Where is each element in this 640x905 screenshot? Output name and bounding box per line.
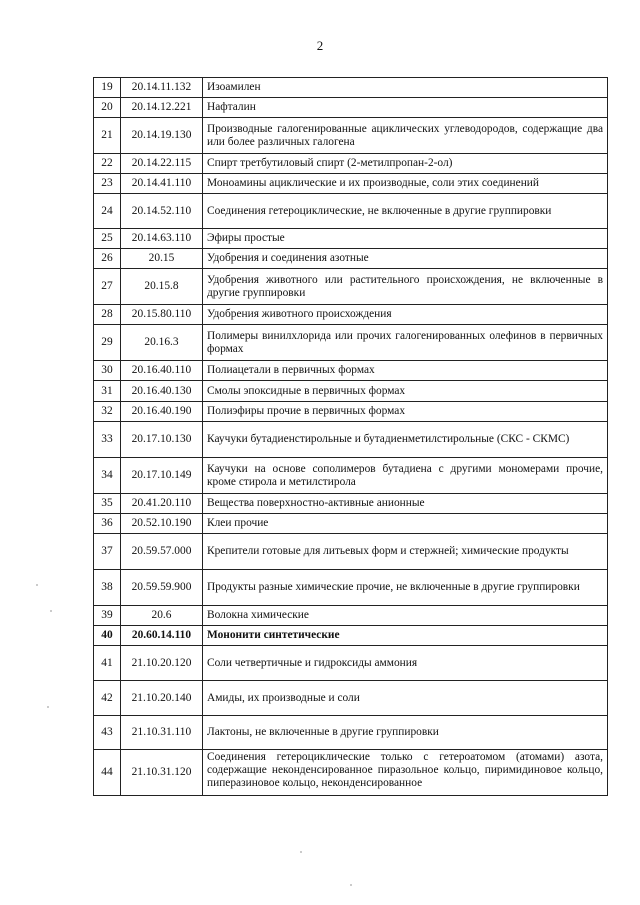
- row-number: 40: [94, 626, 121, 646]
- table-row: [94, 626, 608, 646]
- table-row: [94, 514, 608, 534]
- row-description: Удобрения животного или растительного происхождения, не включенные в другие группировки: [203, 269, 608, 305]
- row-description: Полимеры винилхлорида или прочих галогенированных олефинов в первичных формах: [203, 325, 608, 361]
- row-code: 20.6: [121, 606, 203, 626]
- table-row: [94, 402, 608, 422]
- table-row: [94, 78, 608, 98]
- row-description: Удобрения животного происхождения: [203, 305, 608, 325]
- row-number: 28: [94, 305, 121, 325]
- table-row: [94, 325, 608, 361]
- row-code: 20.17.10.130: [121, 422, 203, 458]
- row-description: Моноамины ациклические и их производные, соли этих соединений: [203, 174, 608, 194]
- row-number: 33: [94, 422, 121, 458]
- row-code: 20.15: [121, 249, 203, 269]
- row-description: Амиды, их производные и соли: [203, 681, 608, 716]
- row-number: 25: [94, 229, 121, 249]
- row-code: 21.10.20.140: [121, 681, 203, 716]
- table-row: [94, 750, 608, 796]
- row-description: Эфиры простые: [203, 229, 608, 249]
- row-code: 20.52.10.190: [121, 514, 203, 534]
- table-row: [94, 422, 608, 458]
- table-row: [94, 570, 608, 606]
- row-code: 21.10.20.120: [121, 646, 203, 681]
- row-number: 39: [94, 606, 121, 626]
- table-row: [94, 361, 608, 381]
- row-number: 31: [94, 381, 121, 402]
- row-number: 43: [94, 716, 121, 750]
- table-row: [94, 269, 608, 305]
- row-description: Полиэфиры прочие в первичных формах: [203, 402, 608, 422]
- table-row: [94, 98, 608, 118]
- row-number: 29: [94, 325, 121, 361]
- row-code: 20.41.20.110: [121, 494, 203, 514]
- row-number: 19: [94, 78, 121, 98]
- scan-speck: [47, 706, 49, 708]
- row-description: Изоамилен: [203, 78, 608, 98]
- row-description: Удобрения и соединения азотные: [203, 249, 608, 269]
- scan-speck: [300, 851, 302, 853]
- row-code: 20.17.10.149: [121, 458, 203, 494]
- row-description: Соединения гетероциклические, не включенные в другие группировки: [203, 194, 608, 229]
- row-number: 26: [94, 249, 121, 269]
- row-description: Крепители готовые для литьевых форм и стержней; химические продукты: [203, 534, 608, 570]
- row-code: 20.14.19.130: [121, 118, 203, 154]
- row-code: 20.14.63.110: [121, 229, 203, 249]
- table-row: [94, 681, 608, 716]
- row-code: 21.10.31.110: [121, 716, 203, 750]
- row-code: 20.59.59.900: [121, 570, 203, 606]
- row-description: Спирт третбутиловый спирт (2-метилпропан-2-ол): [203, 154, 608, 174]
- scan-speck: [50, 610, 52, 612]
- row-description: Смолы эпоксидные в первичных формах: [203, 381, 608, 402]
- row-number: 24: [94, 194, 121, 229]
- table-row: [94, 118, 608, 154]
- table-row: [94, 494, 608, 514]
- classification-table: [93, 77, 608, 796]
- row-code: 20.16.40.110: [121, 361, 203, 381]
- table-row: [94, 381, 608, 402]
- table-row: [94, 249, 608, 269]
- row-code: 20.14.12.221: [121, 98, 203, 118]
- row-number: 44: [94, 750, 121, 796]
- row-code: 20.16.40.130: [121, 381, 203, 402]
- row-code: 20.60.14.110: [121, 626, 203, 646]
- row-description: Клеи прочие: [203, 514, 608, 534]
- row-description: Лактоны, не включенные в другие группировки: [203, 716, 608, 750]
- row-number: 32: [94, 402, 121, 422]
- row-number: 35: [94, 494, 121, 514]
- row-number: 37: [94, 534, 121, 570]
- scan-speck: [36, 584, 38, 586]
- table-row: [94, 229, 608, 249]
- row-description: Волокна химические: [203, 606, 608, 626]
- row-code: 20.15.80.110: [121, 305, 203, 325]
- table-row: [94, 194, 608, 229]
- scan-speck: [350, 884, 352, 886]
- row-code: 20.16.3: [121, 325, 203, 361]
- row-number: 41: [94, 646, 121, 681]
- table-row: [94, 305, 608, 325]
- table-row: [94, 534, 608, 570]
- row-code: 20.15.8: [121, 269, 203, 305]
- table-row: [94, 174, 608, 194]
- row-code: 20.14.52.110: [121, 194, 203, 229]
- table-row: [94, 458, 608, 494]
- row-number: 36: [94, 514, 121, 534]
- table-row: [94, 646, 608, 681]
- row-description: Соединения гетероциклические только с гетероатомом (атомами) азота, содержащие неконденсированное пиразольное кольцо, пиримидиновое кольцо, пиперазиновое кольцо, неконденсированное: [203, 750, 608, 796]
- row-code: 20.14.22.115: [121, 154, 203, 174]
- row-code: 20.14.11.132: [121, 78, 203, 98]
- row-description: Соли четвертичные и гидроксиды аммония: [203, 646, 608, 681]
- row-number: 20: [94, 98, 121, 118]
- row-description: Полиацетали в первичных формах: [203, 361, 608, 381]
- row-number: 22: [94, 154, 121, 174]
- row-description: Вещества поверхностно-активные анионные: [203, 494, 608, 514]
- row-code: 21.10.31.120: [121, 750, 203, 796]
- row-number: 42: [94, 681, 121, 716]
- row-description: Мононити синтетические: [203, 626, 608, 646]
- row-description: Производные галогенированные ациклических углеводородов, содержащие два или более различных галогена: [203, 118, 608, 154]
- table-row: [94, 606, 608, 626]
- row-number: 21: [94, 118, 121, 154]
- row-number: 27: [94, 269, 121, 305]
- table-row: [94, 716, 608, 750]
- table-row: [94, 154, 608, 174]
- row-code: 20.16.40.190: [121, 402, 203, 422]
- row-code: 20.59.57.000: [121, 534, 203, 570]
- row-description: Каучуки бутадиенстирольные и бутадиенметилстирольные (СКС - СКМС): [203, 422, 608, 458]
- row-number: 34: [94, 458, 121, 494]
- row-description: Нафталин: [203, 98, 608, 118]
- row-number: 38: [94, 570, 121, 606]
- row-description: Каучуки на основе сополимеров бутадиена с другими мономерами прочие, кроме стирола и метилстирола: [203, 458, 608, 494]
- row-number: 23: [94, 174, 121, 194]
- page-number: 2: [316, 38, 324, 53]
- table-body: [94, 78, 608, 796]
- row-number: 30: [94, 361, 121, 381]
- row-code: 20.14.41.110: [121, 174, 203, 194]
- row-description: Продукты разные химические прочие, не включенные в другие группировки: [203, 570, 608, 606]
